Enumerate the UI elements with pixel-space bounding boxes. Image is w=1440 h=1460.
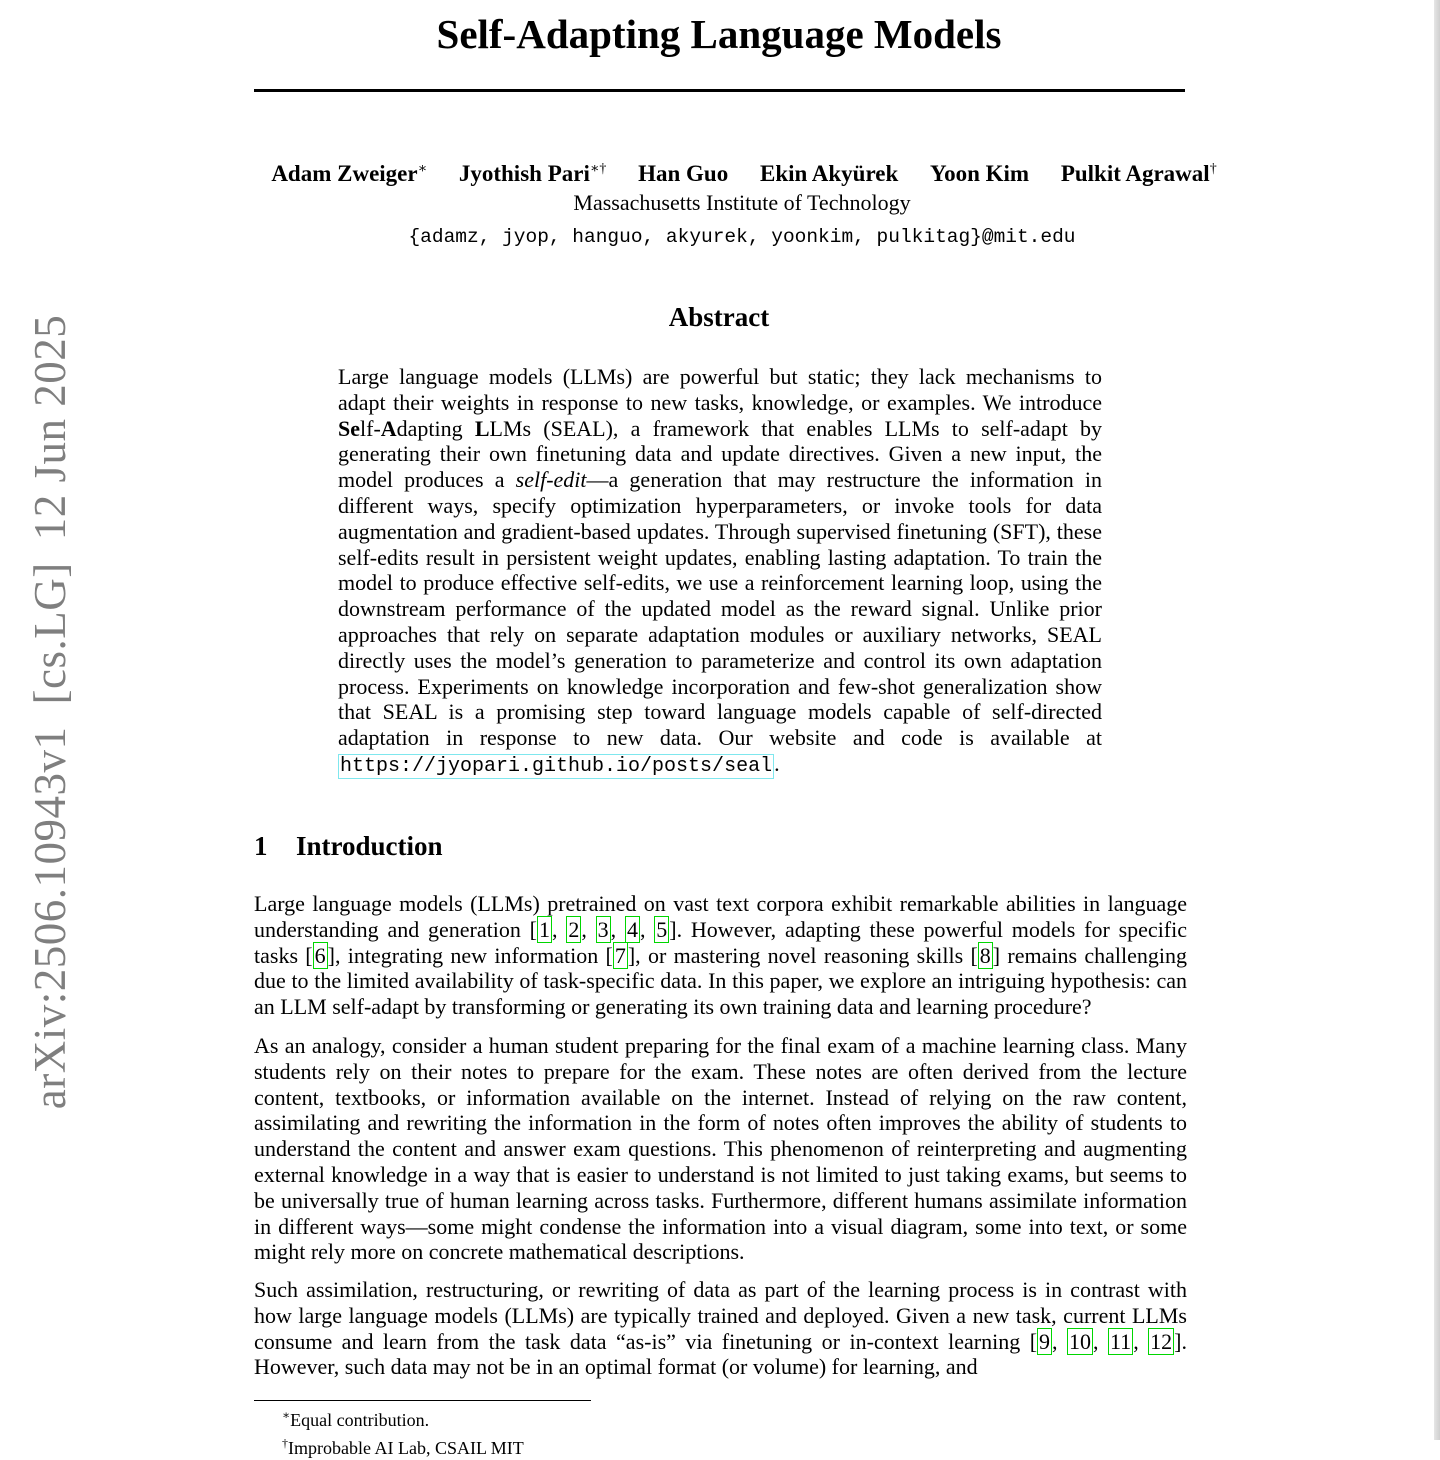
page-edge bbox=[1434, 0, 1440, 1440]
author: Adam Zweiger∗ bbox=[271, 160, 428, 186]
citation-link[interactable]: 1 bbox=[539, 916, 551, 942]
citation-link[interactable]: 5 bbox=[656, 916, 668, 942]
affiliation: Massachusetts Institute of Technology bbox=[573, 190, 911, 215]
citation-link[interactable]: 10 bbox=[1069, 1328, 1092, 1354]
citation-link[interactable]: 4 bbox=[626, 916, 638, 942]
intro-paragraph: As an analogy, consider a human student preparing for the final exam of a machine learning class. Many students rely on their notes to prepare for the exam. These notes are often derived from the lecture content, textbooks, or information available on the internet. Instead of relying on the raw content, assimilating and rewriting the information in the form of notes often improves the ability of students to understand the content and answer exam questions. This phenomenon of reinterpreting and augmenting external knowledge in a way that is easier to understand is not limited to just taking exams, but seems to be universally true of human learning across tasks. Furthermore, different humans assimilate information in different ways—some might condense the information into a visual diagram, some into text, or some might rely more on concrete mathematical descriptions. bbox=[254, 1033, 1187, 1265]
citation-link[interactable]: 9 bbox=[1039, 1328, 1051, 1354]
citation-link[interactable]: 12 bbox=[1150, 1328, 1173, 1354]
footnotes bbox=[282, 1404, 524, 1460]
citation-link[interactable]: 8 bbox=[979, 942, 991, 968]
arxiv-stamp bbox=[24, 315, 76, 1109]
footnote-rule bbox=[254, 1400, 591, 1401]
author-list bbox=[254, 154, 1234, 189]
section-number: 1 bbox=[254, 831, 268, 861]
paper-title: Self-Adapting Language Models bbox=[436, 11, 1002, 57]
author-emails: {adamz, jyop, hanguo, akyurek, yoonkim, pulkitag}@mit.edu bbox=[408, 226, 1076, 248]
author: Pulkit Agrawal† bbox=[1060, 160, 1217, 186]
citation-link[interactable]: 2 bbox=[568, 916, 580, 942]
footnote: ∗Equal contribution. bbox=[282, 1408, 430, 1430]
author: Yoon Kim bbox=[930, 160, 1030, 186]
abstract-body: Large language models (LLMs) are powerful but static; they lack mechanisms to adapt their weights in response to new tasks, knowledge, or examples. We introduce Self-Adapting LLMs (SEAL), a framework that enables LLMs to self-adapt by generating their own finetuning data and update directives. Given a new input, the model produces a self-edit—a generation that may restructure the information in different ways, specify optimization hyperparameters, or invoke tools for data augmentation and gradient-based updates. Through supervised finetuning (SFT), these self-edits result in persistent weight updates, enabling lasting adaptation. To train the model to produce effective self-edits, we use a reinforcement learning loop, using the downstream performance of the updated model as the reward signal. Unlike prior approaches that rely on separate adaptation modules or auxiliary networks, SEAL directly uses the model’s generation to parameterize and control its own adaptation process. Experiments on knowledge incorporation and few-shot generalization show that SEAL is a promising step toward language models capable of self-directed adaptation in response to new data. Our website and code is available at https://jyopari.github.io/posts/seal. bbox=[338, 364, 1102, 778]
citation-link[interactable]: 11 bbox=[1110, 1328, 1132, 1354]
citation-link[interactable]: 3 bbox=[597, 916, 609, 942]
citation-link[interactable]: 7 bbox=[614, 942, 626, 968]
website-link[interactable]: https://jyopari.github.io/posts/seal bbox=[340, 754, 773, 778]
citation-link[interactable]: 6 bbox=[314, 942, 326, 968]
footnote: †Improbable AI Lab, CSAIL MIT bbox=[282, 1436, 524, 1458]
author: Ekin Akyürek bbox=[759, 160, 899, 186]
author: Han Guo bbox=[638, 160, 729, 186]
intro-paragraph: Large language models (LLMs) pretrained on vast text corpora exhibit remarkable abilities in language understanding and generation [1, 2, 3, 4, 5]. However, adapting these powerful models for specific tasks [6], integrating new information [7], or mastering novel reasoning skills [8] remains challenging due to the limited availability of task-specific data. In this paper, we explore an intriguing hypothesis: can an LLM self-adapt by transforming or generating its own training data and learning procedure? bbox=[254, 891, 1188, 1020]
arxiv-id: arXiv:2506.10943v1 bbox=[25, 726, 75, 1110]
arxiv-date: 12 Jun 2025 bbox=[25, 314, 75, 541]
author: Jyothish Pari∗† bbox=[458, 160, 607, 186]
section-title: Introduction bbox=[296, 831, 443, 861]
intro-paragraph: Such assimilation, restructuring, or rewriting of data as part of the learning process is in contrast with how large language models (LLMs) are typically trained and deployed. Given a new task, current LLMs consume and learn from the task data “as-is” via finetuning or in-context learning [9, 10, 11, 12]. However, such data may not be in an optimal format (or volume) for learning, and bbox=[254, 1277, 1187, 1380]
section-heading bbox=[254, 828, 443, 864]
abstract-heading: Abstract bbox=[668, 302, 770, 332]
title-rule bbox=[254, 89, 1185, 92]
arxiv-category: [cs.LG] bbox=[25, 562, 75, 705]
